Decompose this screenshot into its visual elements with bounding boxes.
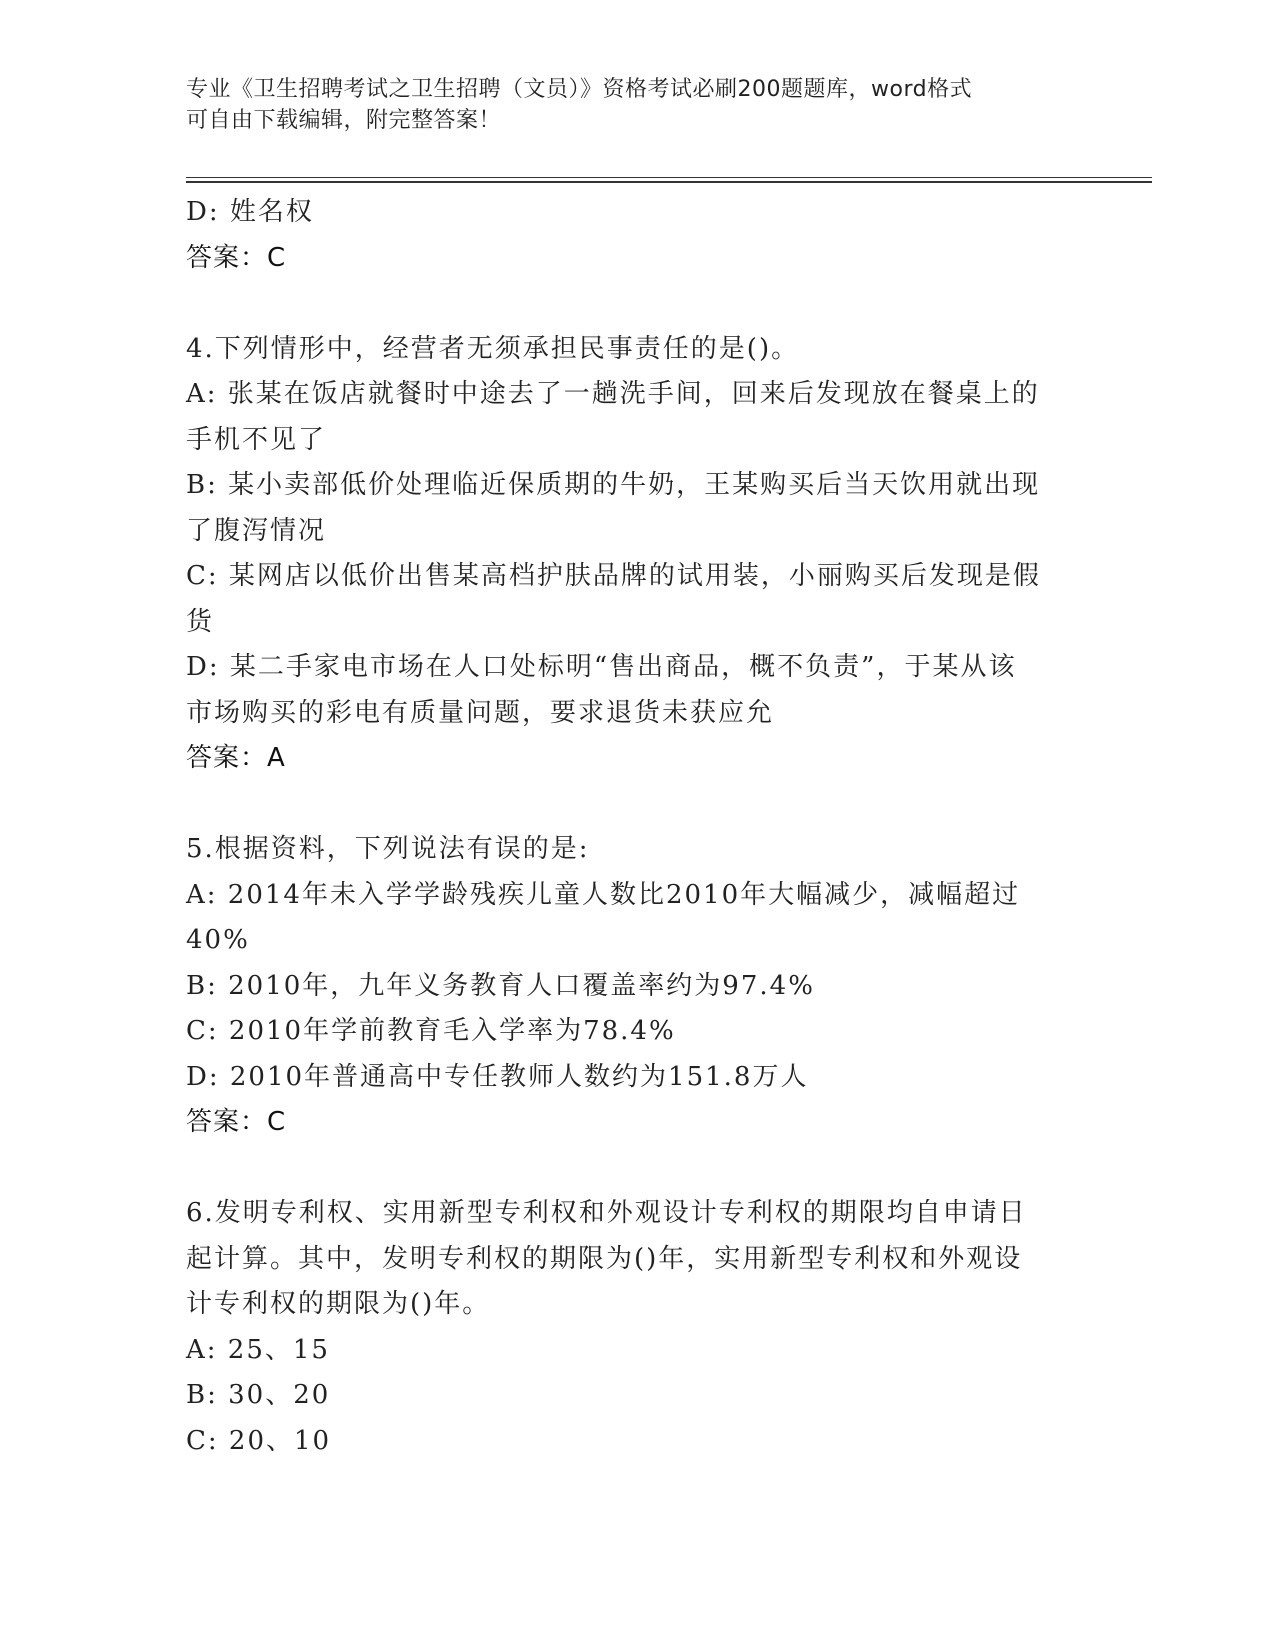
header-title-line-1: 专业《卫生招聘考试之卫生招聘（文员）》资格考试必刷200题题库，word格式: [186, 77, 973, 102]
option-a-continued: 手机不见了: [186, 424, 327, 455]
question-stem: 4.下列情形中，经营者无须承担民事责任的是()。: [186, 333, 800, 364]
option-a: A: 张某在饭店就餐时中途去了一趟洗手间，回来后发现放在餐桌上的: [186, 379, 1040, 409]
option-b: B: 2010年，九年义务教育人口覆盖率约为97.4%: [186, 970, 815, 1001]
option-d-continued: 市场购买的彩电有质量问题，要求退货未获应允: [186, 697, 775, 728]
option-d: D: 2010年普通高中专任教师人数约为151.8万人: [186, 1061, 809, 1092]
previous-question: [186, 190, 1066, 281]
answer-line: 答案：C: [186, 1107, 287, 1137]
answer-line: 答案：A: [186, 743, 286, 773]
question-content: [186, 190, 1066, 1464]
question-6: [186, 1191, 1066, 1464]
header-divider-thin: [186, 177, 1152, 178]
option-a: A: 25、15: [186, 1334, 330, 1365]
option-d: D: 姓名权: [186, 197, 314, 227]
option-c-continued: 货: [186, 606, 215, 637]
option-b: B: 某小卖部低价处理临近保质期的牛奶，王某购买后当天饮用就出现: [186, 470, 1041, 500]
question-stem-continued: 起计算。其中，发明专利权的期限为()年，实用新型专利权和外观设: [186, 1243, 1023, 1274]
document-header: [186, 74, 1066, 136]
header-divider-thick: [186, 181, 1152, 183]
question-4: [186, 327, 1066, 782]
option-d: D: 某二手家电市场在人口处标明“售出商品，概不负责”，于某从该: [186, 652, 1017, 682]
question-stem: 6.发明专利权、实用新型专利权和外观设计专利权的期限均自申请日: [186, 1198, 1027, 1228]
option-b-continued: 了腹泻情况: [186, 515, 327, 546]
option-a-continued: 40%: [186, 925, 250, 955]
answer-line: 答案：C: [186, 242, 287, 273]
header-title-line-2: 可自由下载编辑，附完整答案！: [186, 108, 502, 133]
option-c: C: 20、10: [186, 1425, 332, 1456]
spacer: [186, 1146, 1066, 1192]
spacer: [186, 281, 1066, 327]
question-5: [186, 827, 1066, 1146]
option-c: C: 2010年学前教育毛入学率为78.4%: [186, 1016, 676, 1046]
option-b: B: 30、20: [186, 1380, 331, 1410]
question-stem: 5.根据资料，下列说法有误的是:: [186, 834, 590, 864]
option-a: A: 2014年未入学学龄残疾儿童人数比2010年大幅减少，减幅超过: [186, 879, 1021, 910]
option-c: C: 某网店以低价出售某高档护肤品牌的试用装，小丽购买后发现是假: [186, 561, 1041, 591]
spacer: [186, 782, 1066, 828]
question-stem-continued: 计专利权的期限为()年。: [186, 1289, 491, 1319]
